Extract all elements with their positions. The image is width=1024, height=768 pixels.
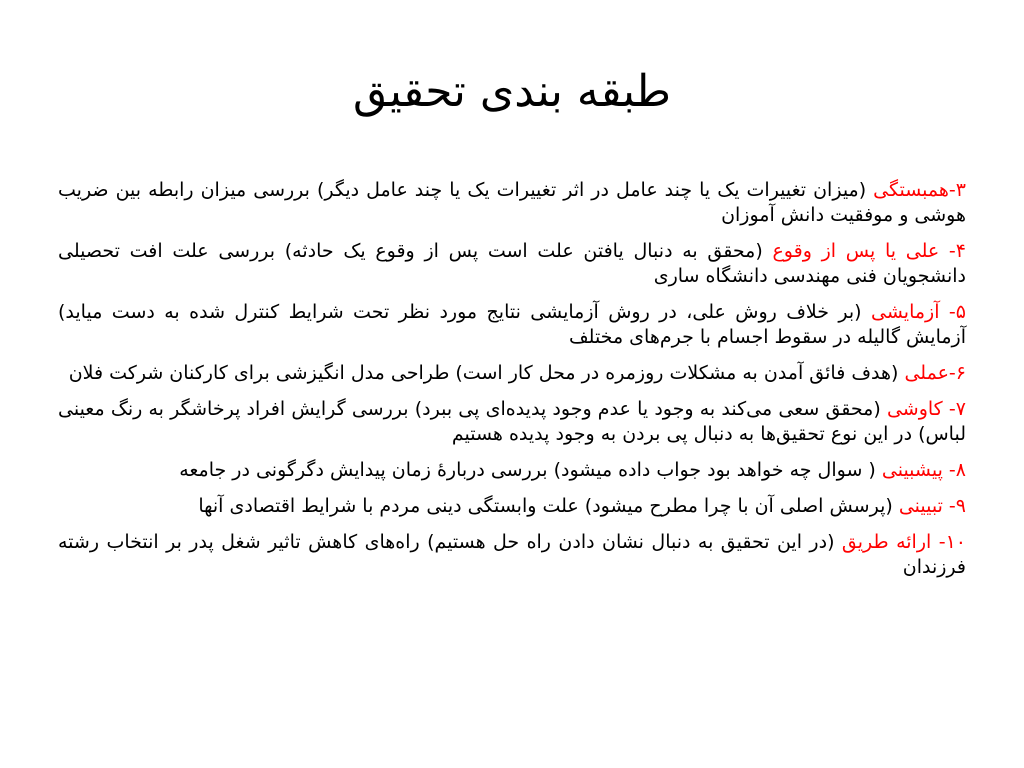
item-description: (هدف فائق آمدن به مشکلات روزمره در محل کار است) طراحی مدل انگیزشی برای کارکنان شرکت فلان [68, 362, 905, 384]
item-description: (بر خلاف روش علی، در روش آزمایشی نتایج مورد نظر تحت شرایط کنترل شده به دست میاید) آزمایش گالیله در سقوط اجسام با جرم‌های مختلف [58, 301, 966, 348]
item-term: ۸- پیشبینی [881, 459, 966, 481]
list-item [58, 178, 966, 228]
item-description: ( سوال چه خواهد بود جواب داده میشود) بررسی دربارۀ زمان پیدایش دگرگونی در جامعه [179, 459, 882, 481]
item-description: (پرسش اصلی آن با چرا مطرح میشود) علت وابستگی دینی مردم با شرایط اقتصادی آنها [198, 495, 899, 517]
list-item [58, 530, 966, 580]
item-term: ۱۰- ارائه طریق [841, 531, 966, 553]
item-term: ۹- تبیینی [898, 495, 966, 517]
item-description: (میزان تغییرات یک یا چند عامل در اثر تغییرات یک یا چند عامل دیگر) بررسی میزان رابطه بین ضریب هوشی و موفقیت دانش آموزان [58, 179, 966, 226]
list-item [58, 397, 966, 447]
item-term: ۷- کاوشی [886, 398, 966, 420]
list-item [58, 494, 966, 519]
list-item [58, 239, 966, 289]
item-description: (در این تحقیق به دنبال نشان دادن راه حل هستیم) راه‌های کاهش تاثیر شغل پدر بر انتخاب رشته فرزندان [58, 531, 966, 578]
list-item [58, 458, 966, 483]
item-term: ۶-عملی [904, 362, 966, 384]
list-item [58, 361, 966, 386]
item-term: ۳-همبستگی [873, 179, 966, 201]
item-description: (محقق به دنبال یافتن علت است پس از وقوع یک حادثه) بررسی علت افت تحصیلی دانشجویان فنی مهندسی دانشگاه ساری [58, 240, 966, 287]
item-term: ۴- علی یا پس از وقوع [772, 240, 966, 262]
item-description: (محقق سعی می‌کند به وجود یا عدم وجود پدیده‌ای پی ببرد) بررسی گرایش افراد پرخاشگر به رنگ معینی لباس) در این نوع تحقیق‌ها به دنبال پی بردن به وجود پدیده هستیم [58, 398, 966, 445]
item-term: ۵- آزمایشی [871, 301, 967, 323]
slide-title: طبقه بندی تحقیق [352, 66, 672, 117]
list-item [58, 300, 966, 350]
research-type-list [58, 178, 966, 591]
